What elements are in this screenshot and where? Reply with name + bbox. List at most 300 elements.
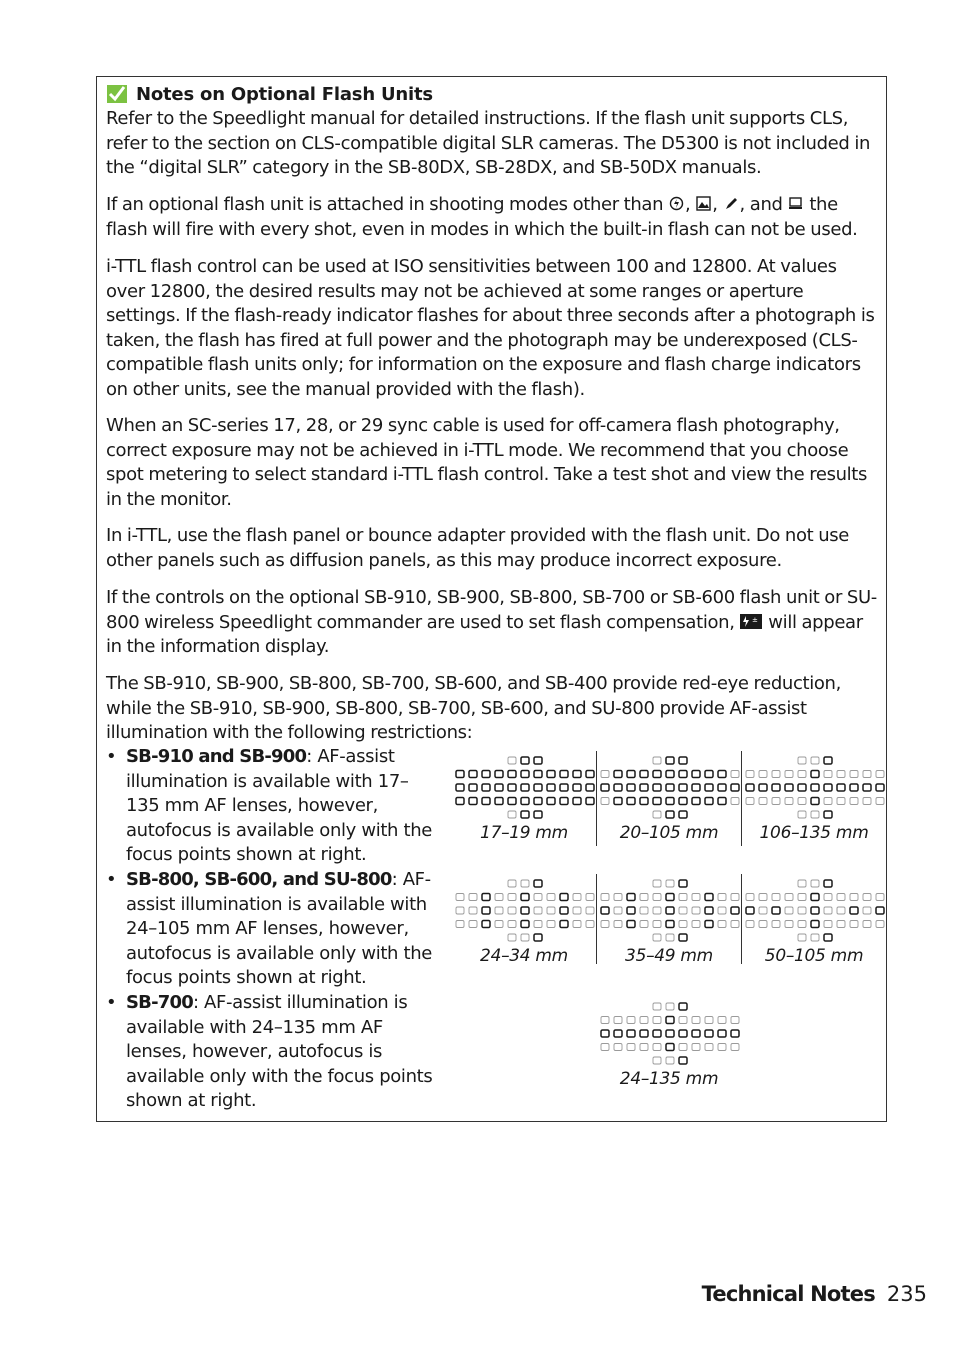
focus-point-active — [705, 921, 713, 928]
focus-point-inactive — [837, 771, 845, 778]
bullet-sb910-sb900 — [106, 745, 436, 868]
focus-point-inactive — [614, 894, 622, 901]
pen-effect-icon — [724, 196, 739, 211]
focus-point-active — [679, 784, 687, 791]
focus-point-inactive — [705, 1044, 713, 1051]
focus-point-active — [653, 784, 661, 791]
focus-point-inactive — [601, 1017, 609, 1024]
focus-point-inactive — [798, 798, 806, 805]
focus-point-diagram-17-19mm — [452, 753, 596, 849]
focus-point-active — [547, 784, 555, 791]
focus-point-grid — [597, 753, 741, 823]
landscape-mode-icon — [696, 196, 711, 211]
focus-point-diagram-24-135mm — [597, 999, 741, 1095]
focus-point-inactive — [876, 798, 884, 805]
focus-point-inactive — [811, 934, 819, 941]
focus-point-inactive — [614, 921, 622, 928]
focus-point-inactive — [850, 798, 858, 805]
focus-point-active — [679, 798, 687, 805]
focus-point-inactive — [718, 894, 726, 901]
focus-point-active — [573, 798, 581, 805]
focus-point-inactive — [731, 1017, 739, 1024]
svg-text:±: ± — [752, 615, 758, 624]
focus-point-inactive — [508, 811, 516, 818]
focus-point-active — [495, 784, 503, 791]
focus-point-inactive — [824, 907, 832, 914]
focus-point-active — [798, 784, 806, 791]
focus-point-inactive — [746, 771, 754, 778]
focus-point-active — [627, 771, 635, 778]
focus-point-inactive — [666, 880, 674, 887]
focus-point-inactive — [746, 894, 754, 901]
focus-point-inactive — [798, 921, 806, 928]
focus-point-grid — [452, 753, 596, 823]
focus-point-active — [653, 1030, 661, 1037]
focus-point-inactive — [614, 1044, 622, 1051]
focus-point-inactive — [759, 894, 767, 901]
paragraph-text: , and — [739, 194, 788, 215]
focus-point-inactive — [666, 1003, 674, 1010]
focus-point-active — [456, 798, 464, 805]
focus-point-inactive — [508, 907, 516, 914]
focus-point-inactive — [824, 894, 832, 901]
focus-point-inactive — [746, 798, 754, 805]
focus-point-active — [705, 894, 713, 901]
focus-point-active — [718, 798, 726, 805]
focus-point-active — [534, 811, 542, 818]
focus-point-active — [653, 771, 661, 778]
focus-point-active — [469, 798, 477, 805]
focus-point-active — [627, 894, 635, 901]
focus-point-inactive — [679, 1017, 687, 1024]
focus-point-inactive — [666, 1057, 674, 1064]
focus-point-active — [521, 907, 529, 914]
focus-point-inactive — [863, 907, 871, 914]
focus-point-inactive — [508, 921, 516, 928]
focus-point-active — [692, 1030, 700, 1037]
focus-point-active — [627, 1030, 635, 1037]
focus-point-active — [534, 880, 542, 887]
focus-point-active — [772, 907, 780, 914]
page-footer — [702, 1282, 927, 1306]
focus-point-inactive — [521, 934, 529, 941]
focus-point-inactive — [534, 894, 542, 901]
focus-point-active — [876, 784, 884, 791]
focus-point-active — [666, 1044, 674, 1051]
focus-point-inactive — [692, 1017, 700, 1024]
focus-point-inactive — [666, 934, 674, 941]
focus-point-inactive — [824, 798, 832, 805]
focus-point-active — [824, 784, 832, 791]
focus-point-inactive — [772, 921, 780, 928]
focus-point-inactive — [601, 894, 609, 901]
focus-point-inactive — [508, 934, 516, 941]
focus-point-active — [653, 798, 661, 805]
focus-point-inactive — [772, 798, 780, 805]
paragraph-ittl-iso: i-TTL flash control can be used at ISO sensitivities between 100 and 12800. At values over 12800, the desired results may not be achieved at some ranges or aperture settings. If the flash-ready indicator flashes for about three seconds after a photograph is taken, the flash has fired at full power and the photograph may be underexposed (CLS-compatible flash units only; for information on the exposure and flash charge indicators on other units, see the manual provided with the flash). — [106, 256, 875, 400]
focus-point-inactive — [798, 811, 806, 818]
paragraph-text: If the controls on the optional SB-910, SB-900, SB-800, SB-700 or SB-600 flash unit or SU-800 wireless Speedlight commander are used to set flash compensation, — [106, 587, 877, 633]
focus-point-active — [837, 784, 845, 791]
focus-point-inactive — [640, 1017, 648, 1024]
focus-point-grid — [452, 876, 596, 946]
focus-point-inactive — [705, 1017, 713, 1024]
focus-point-active — [824, 934, 832, 941]
focus-point-active — [560, 907, 568, 914]
focus-point-active — [627, 798, 635, 805]
focus-point-active — [705, 798, 713, 805]
paragraph-flash-compensation — [106, 586, 880, 660]
focus-point-inactive — [586, 907, 594, 914]
focus-point-inactive — [876, 921, 884, 928]
focus-point-inactive — [798, 771, 806, 778]
focus-point-active — [482, 907, 490, 914]
focus-point-inactive — [640, 907, 648, 914]
focus-point-active — [746, 784, 754, 791]
focus-point-active — [679, 757, 687, 764]
focus-point-active — [614, 1030, 622, 1037]
focus-point-inactive — [718, 1044, 726, 1051]
focus-point-active — [482, 771, 490, 778]
focus-point-inactive — [837, 894, 845, 901]
focus-point-inactive — [653, 880, 661, 887]
focus-point-inactive — [653, 1003, 661, 1010]
focus-point-inactive — [731, 894, 739, 901]
focus-point-active — [863, 784, 871, 791]
focus-point-inactive — [863, 771, 871, 778]
focus-point-active — [731, 1030, 739, 1037]
focus-point-inactive — [679, 921, 687, 928]
focus-point-active — [640, 798, 648, 805]
page-number: 235 — [886, 1282, 927, 1306]
focus-point-inactive — [653, 1057, 661, 1064]
focus-point-active — [521, 771, 529, 778]
focus-point-inactive — [653, 757, 661, 764]
paragraph-flash-panel: In i-TTL, use the flash panel or bounce adapter provided with the flash unit. Do not use other panels such as diffusion panels, as this may produce incorrect exposure. — [106, 525, 850, 571]
focus-point-inactive — [601, 798, 609, 805]
focus-point-active — [705, 771, 713, 778]
diagram-caption: 24–34 mm — [480, 946, 568, 966]
focus-point-inactive — [692, 907, 700, 914]
focus-point-inactive — [601, 921, 609, 928]
paragraph-sync-cable: When an SC-series 17, 28, or 29 sync cable is used for off-camera flash photography, correct exposure may not be achieved in i-TTL mode. We recommend that you choose spot metering to select standard i-TTL flash control. Take a test shot and view the results in the monitor. — [106, 415, 868, 510]
focus-point-active — [560, 798, 568, 805]
focus-point-inactive — [824, 921, 832, 928]
focus-point-active — [679, 1057, 687, 1064]
diagram-caption: 24–135 mm — [619, 1069, 719, 1089]
focus-point-active — [692, 784, 700, 791]
focus-point-inactive — [495, 894, 503, 901]
focus-point-inactive — [731, 1044, 739, 1051]
focus-point-inactive — [640, 921, 648, 928]
focus-point-active — [666, 1017, 674, 1024]
focus-point-active — [679, 880, 687, 887]
focus-point-active — [666, 1030, 674, 1037]
focus-point-active — [731, 784, 739, 791]
focus-point-active — [772, 784, 780, 791]
focus-point-diagram-106-135mm — [742, 753, 886, 849]
focus-point-inactive — [692, 894, 700, 901]
focus-point-inactive — [586, 894, 594, 901]
focus-point-active — [469, 771, 477, 778]
monitor-mode-icon — [788, 196, 803, 211]
focus-point-active — [666, 894, 674, 901]
focus-point-inactive — [456, 894, 464, 901]
focus-point-active — [731, 907, 739, 914]
focus-point-active — [508, 798, 516, 805]
focus-point-active — [811, 798, 819, 805]
paragraph-red-eye-af-assist: The SB-910, SB-900, SB-800, SB-700, SB-600, and SB-400 provide red-eye reduction, while the SB-910, SB-900, SB-800, SB-700, SB-600, and SU-800 provide AF-assist illumination with the following restrictions: — [106, 673, 841, 744]
focus-point-active — [614, 798, 622, 805]
focus-point-inactive — [653, 894, 661, 901]
focus-point-active — [718, 784, 726, 791]
focus-point-inactive — [456, 907, 464, 914]
focus-point-inactive — [614, 907, 622, 914]
paragraph-text: If an optional flash unit is attached in shooting modes other than — [106, 194, 669, 215]
focus-point-grid — [742, 753, 886, 823]
focus-point-active — [666, 771, 674, 778]
focus-point-active — [521, 798, 529, 805]
focus-point-inactive — [772, 894, 780, 901]
focus-point-inactive — [601, 771, 609, 778]
focus-point-inactive — [785, 921, 793, 928]
focus-point-active — [666, 757, 674, 764]
focus-point-active — [679, 934, 687, 941]
focus-point-active — [640, 771, 648, 778]
focus-point-inactive — [653, 811, 661, 818]
focus-point-inactive — [692, 1044, 700, 1051]
focus-point-grid — [597, 876, 741, 946]
focus-point-inactive — [876, 771, 884, 778]
focus-point-inactive — [614, 1017, 622, 1024]
focus-point-diagram-20-105mm — [597, 753, 741, 849]
focus-point-inactive — [534, 907, 542, 914]
focus-point-inactive — [469, 907, 477, 914]
focus-point-inactive — [653, 907, 661, 914]
focus-point-inactive — [876, 894, 884, 901]
focus-point-active — [640, 784, 648, 791]
diagram-caption: 50–105 mm — [764, 946, 864, 966]
focus-point-inactive — [508, 894, 516, 901]
focus-point-inactive — [746, 921, 754, 928]
focus-point-active — [705, 907, 713, 914]
focus-point-active — [811, 771, 819, 778]
focus-point-inactive — [508, 880, 516, 887]
focus-point-active — [534, 934, 542, 941]
focus-point-active — [521, 811, 529, 818]
focus-point-active — [601, 1030, 609, 1037]
focus-point-active — [586, 784, 594, 791]
bullet-dot: • — [106, 746, 117, 767]
bullet-text: : AF-assist illumination is available with 24–105 mm AF lenses, however, autofocus is available only with the focus points shown at right. — [126, 869, 432, 989]
focus-point-inactive — [798, 880, 806, 887]
focus-point-inactive — [692, 921, 700, 928]
focus-point-inactive — [759, 771, 767, 778]
focus-point-inactive — [731, 771, 739, 778]
focus-point-inactive — [718, 907, 726, 914]
focus-point-inactive — [601, 1044, 609, 1051]
focus-point-inactive — [798, 907, 806, 914]
focus-point-inactive — [653, 1017, 661, 1024]
focus-point-active — [811, 907, 819, 914]
focus-point-active — [547, 771, 555, 778]
focus-point-active — [824, 811, 832, 818]
focus-point-inactive — [547, 894, 555, 901]
focus-point-active — [705, 784, 713, 791]
focus-point-active — [586, 771, 594, 778]
focus-point-inactive — [824, 771, 832, 778]
focus-point-active — [547, 798, 555, 805]
focus-point-active — [640, 1030, 648, 1037]
focus-point-inactive — [850, 894, 858, 901]
focus-point-active — [560, 921, 568, 928]
flash-compensation-icon — [740, 614, 762, 629]
focus-point-active — [573, 784, 581, 791]
focus-point-inactive — [798, 757, 806, 764]
focus-point-active — [705, 1030, 713, 1037]
paragraph-speedlight-manual: Refer to the Speedlight manual for detailed instructions. If the flash unit supports CLS, refer to the section on CLS-compatible digital SLR cameras. The D5300 is not included in the “digital SLR” category in the SB-80DX, SB-28DX, and SB-50DX manuals. — [106, 108, 871, 179]
focus-point-inactive — [640, 1044, 648, 1051]
focus-point-inactive — [837, 907, 845, 914]
focus-point-active — [627, 921, 635, 928]
bullet-dot: • — [106, 992, 117, 1013]
focus-point-inactive — [759, 907, 767, 914]
focus-point-inactive — [863, 921, 871, 928]
bullet-sb800-sb600-su800 — [106, 868, 436, 991]
focus-point-diagram-35-49mm — [597, 876, 741, 972]
focus-point-inactive — [837, 798, 845, 805]
bullet-sb700 — [106, 991, 436, 1114]
focus-point-inactive — [679, 894, 687, 901]
focus-point-inactive — [469, 921, 477, 928]
focus-point-inactive — [573, 894, 581, 901]
focus-point-active — [601, 784, 609, 791]
focus-point-active — [614, 771, 622, 778]
focus-point-inactive — [850, 771, 858, 778]
note-title-row — [106, 83, 433, 105]
focus-point-inactive — [495, 921, 503, 928]
focus-point-inactive — [508, 757, 516, 764]
focus-point-active — [876, 907, 884, 914]
focus-point-grid — [597, 999, 741, 1069]
focus-point-active — [627, 907, 635, 914]
focus-point-active — [692, 771, 700, 778]
focus-point-active — [482, 784, 490, 791]
bullet-model: SB-700 — [126, 992, 193, 1013]
focus-point-inactive — [759, 921, 767, 928]
bullet-text: : AF-assist illumination is available with 17–135 mm AF lenses, however, autofocus is available only with the focus points shown at right. — [126, 746, 432, 866]
focus-point-active — [692, 798, 700, 805]
focus-point-active — [679, 1003, 687, 1010]
focus-point-active — [482, 894, 490, 901]
focus-point-inactive — [718, 1017, 726, 1024]
focus-point-active — [824, 880, 832, 887]
focus-point-active — [850, 907, 858, 914]
focus-point-inactive — [811, 757, 819, 764]
focus-point-active — [456, 771, 464, 778]
focus-point-inactive — [534, 921, 542, 928]
focus-point-active — [560, 784, 568, 791]
focus-point-inactive — [640, 894, 648, 901]
focus-point-active — [824, 757, 832, 764]
diagram-caption: 17–19 mm — [480, 823, 568, 843]
focus-point-active — [508, 771, 516, 778]
focus-point-active — [746, 907, 754, 914]
focus-point-active — [666, 798, 674, 805]
focus-point-active — [850, 784, 858, 791]
focus-point-inactive — [547, 921, 555, 928]
bullet-model: SB-800, SB-600, and SU-800 — [126, 869, 392, 890]
diagram-caption: 35–49 mm — [625, 946, 713, 966]
focus-point-active — [560, 894, 568, 901]
checkmark-icon — [106, 84, 128, 104]
focus-point-inactive — [731, 921, 739, 928]
focus-point-inactive — [573, 907, 581, 914]
focus-point-active — [469, 784, 477, 791]
section-name: Technical Notes — [701, 1282, 875, 1306]
focus-point-active — [679, 1030, 687, 1037]
bullet-dot: • — [106, 869, 117, 890]
focus-point-inactive — [811, 811, 819, 818]
note-title: Notes on Optional Flash Units — [136, 83, 433, 105]
focus-point-inactive — [679, 907, 687, 914]
focus-point-inactive — [798, 934, 806, 941]
focus-point-active — [508, 784, 516, 791]
focus-point-active — [785, 784, 793, 791]
focus-point-inactive — [456, 921, 464, 928]
focus-point-inactive — [785, 771, 793, 778]
focus-point-active — [573, 771, 581, 778]
focus-point-inactive — [785, 907, 793, 914]
focus-point-active — [521, 921, 529, 928]
focus-point-inactive — [521, 880, 529, 887]
paragraph-shooting-modes: If an optional flash unit is attached in shooting modes other than , , , and the flash will fire with every shot, even in modes in which the built-in flash can not be used. — [106, 194, 858, 240]
focus-point-active — [679, 771, 687, 778]
focus-point-active — [456, 784, 464, 791]
focus-point-inactive — [495, 907, 503, 914]
focus-point-active — [534, 771, 542, 778]
focus-point-inactive — [547, 907, 555, 914]
focus-point-inactive — [573, 921, 581, 928]
paragraph-text: the flash will fire with every shot, even in modes in which the built-in flash can not be used. — [106, 194, 858, 240]
focus-point-active — [495, 798, 503, 805]
focus-point-inactive — [759, 798, 767, 805]
focus-point-inactive — [811, 880, 819, 887]
focus-point-inactive — [679, 1044, 687, 1051]
focus-point-active — [666, 811, 674, 818]
focus-point-inactive — [718, 921, 726, 928]
focus-point-inactive — [798, 894, 806, 901]
focus-point-inactive — [863, 798, 871, 805]
focus-point-active — [679, 811, 687, 818]
focus-point-active — [666, 921, 674, 928]
focus-point-active — [718, 771, 726, 778]
focus-point-inactive — [653, 921, 661, 928]
focus-point-diagram-24-34mm — [452, 876, 596, 972]
focus-point-active — [482, 798, 490, 805]
flash-off-mode-icon — [669, 196, 684, 211]
focus-point-active — [521, 757, 529, 764]
focus-point-inactive — [785, 798, 793, 805]
focus-point-active — [521, 894, 529, 901]
bullet-text: : AF-assist illumination is available with 24–135 mm AF lenses, however, autofocus is available only with the focus points shown at right. — [126, 992, 433, 1112]
focus-point-active — [811, 921, 819, 928]
focus-point-active — [521, 784, 529, 791]
focus-point-inactive — [469, 894, 477, 901]
focus-point-active — [534, 784, 542, 791]
focus-point-active — [666, 784, 674, 791]
focus-point-active — [759, 784, 767, 791]
